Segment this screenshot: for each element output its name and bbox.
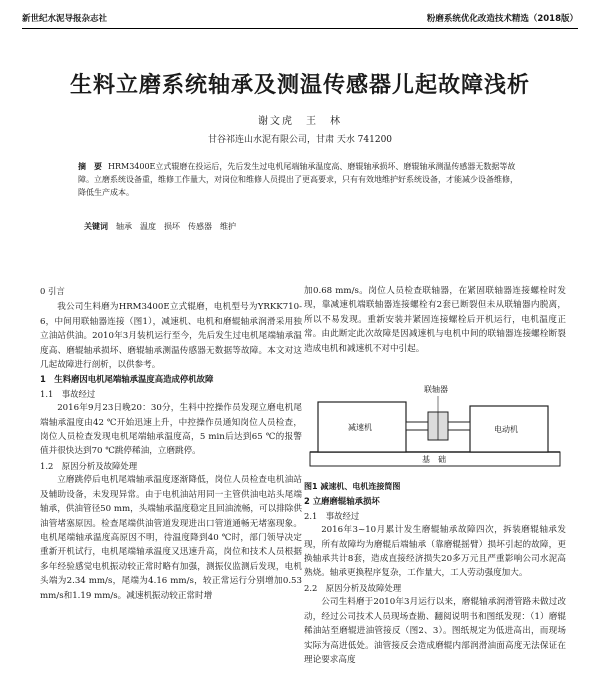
connection-diagram	[304, 360, 566, 478]
section-2-1-heading: 2.1 事故经过	[304, 510, 360, 521]
coupling-label: 联轴器	[424, 385, 448, 395]
right-column	[304, 284, 566, 667]
section-1-2-text: 立磨跳停后电机尾端轴承温度逐渐降低，岗位人员检查电机油站及辅助设备，未发现异常。由于电机油站用同一主管供油电站头尾端轴承，供油管径50 mm，头端轴承温度稳定且回油流畅，可以排除供油管堵塞原因。检查尾端供油管道发现进出口管道通畅无堵塞现象。电机尾端轴承温度高原因不明，待温度降到40 ℃时，部门领导决定重新开机试行，电机尾端轴承温度又迅速升高，岗位和技术人员根据多年经验感觉电机振动较正常时略有加强，测振仪监测后发现，电机头端为2.34 mm/s，尾端为4.16 mm/s，较正常运行分别增加0.53 mm/s和1.19 mm/s。减速机振动较正常时增	[40, 475, 302, 601]
continued-text: 加0.68 mm/s。岗位人员检查联轴器，在紧固联轴器连接螺栓时发现，靠减速机端联轴器连接螺栓有2套已断裂但未从联轴器内脱离，所以不易发现。重新安装并紧固连接螺栓后开机运行，电机温度正常。由此断定此次故障是因减速机与电机中间的联轴器连接螺栓断裂造成电机和减速机不对中引起。	[304, 286, 566, 354]
header-left: 新世纪水泥导报杂志社	[22, 14, 108, 24]
paper-title: 生料立磨系统轴承及测温传感器儿起故障浅析	[69, 73, 530, 98]
abstract-text: HRM3400E立式辊磨在投运后，先后发生过电机尾端轴承温度高、磨辊轴承损坏、磨辊轴承测温传感器无数据等故障。立磨系统设备重，维修工作量大，对岗位和维修人员提出了更高要求，只有有效地维护好系统设备，才能减少设备维修，降低生产成本。	[78, 162, 518, 197]
section-1-heading: 1 生料磨因电机尾端轴承温度高造成停机故障	[40, 374, 214, 385]
affiliation: 甘谷祁连山水泥有限公司，甘肃 天水 741200	[207, 135, 393, 145]
intro-text: 我公司生料磨为HRM3400E立式辊磨，电机型号为YRKK710-6，中间用联轴器连接（图1），减速机、电机和磨辊轴承润滑采用独立油站供油。2010年3月装机运行至今，先后发生过电机尾端轴承温度高、磨辊轴承损坏、磨辊轴承测温传感器无数据等故障。本文对这几起故障进行剖析，以供参考。	[40, 302, 302, 371]
section-2-2-text: 公司生料磨于2010年3月运行以来，磨辊轴承润滑管路未做过改动，经过公司技术人员现场查勘、翻阅说明书和图纸发现：（1）磨辊稀油站至磨辊进油管接反（图2、3）。图纸规定为低进高出，而现场实际为高进低处。油管接反会造成磨辊内部润滑油面高度无法保证在理论要求高度	[304, 597, 566, 665]
section-1-1-text: 2016年9月23日晚20：30分，生料中控操作员发现立磨电机尾端轴承温度由42 ℃开始迅速上升，中控操作员通知岗位人员检查，岗位人员检查发现电机尾端轴承温度高，5 min后达到65 ℃的报警值并很快达到70 ℃跳停稀油，立磨跳停。	[40, 403, 302, 457]
reducer-label: 减速机	[348, 423, 372, 433]
header-right: 粉磨系统优化改造技术精选（2018版）	[426, 14, 578, 24]
section-2-heading: 2 立磨磨辊轴承损坏	[304, 496, 380, 507]
keywords-label: 关键词	[84, 222, 108, 231]
figure-1	[304, 360, 566, 478]
authors: 谢文虎 王 林	[258, 116, 342, 127]
figure-caption: 图1 减速机、电机连接简图	[304, 482, 401, 492]
motor-label: 电动机	[494, 425, 518, 435]
section-1-1-heading: 1.1 事故经过	[40, 388, 96, 399]
keywords-text: 轴承 温度 损坏 传感器 维护	[116, 222, 236, 231]
intro-heading: 0 引言	[40, 286, 65, 296]
abstract-label: 摘 要	[78, 162, 102, 171]
section-2-2-heading: 2.2 原因分析及故障处理	[304, 582, 402, 593]
left-column	[40, 284, 302, 603]
keywords	[84, 221, 520, 232]
abstract	[78, 160, 520, 199]
foundation-label: 基 础	[422, 455, 446, 465]
section-1-2-heading: 1.2 原因分析及故障处理	[40, 460, 138, 471]
running-header	[22, 8, 578, 29]
section-2-1-text: 2016年3~10月累计发生磨辊轴承故障四次，拆装磨辊轴承发现，所有故障均为磨辊后端轴承（靠磨辊摇臂）损坏引起的故障，更换轴承共计8套，造成直接经济损失20多万元且严重影响公司水泥高熟烧。轴承更换程序复杂，工作量大，工人劳动强度加大。	[304, 525, 566, 579]
